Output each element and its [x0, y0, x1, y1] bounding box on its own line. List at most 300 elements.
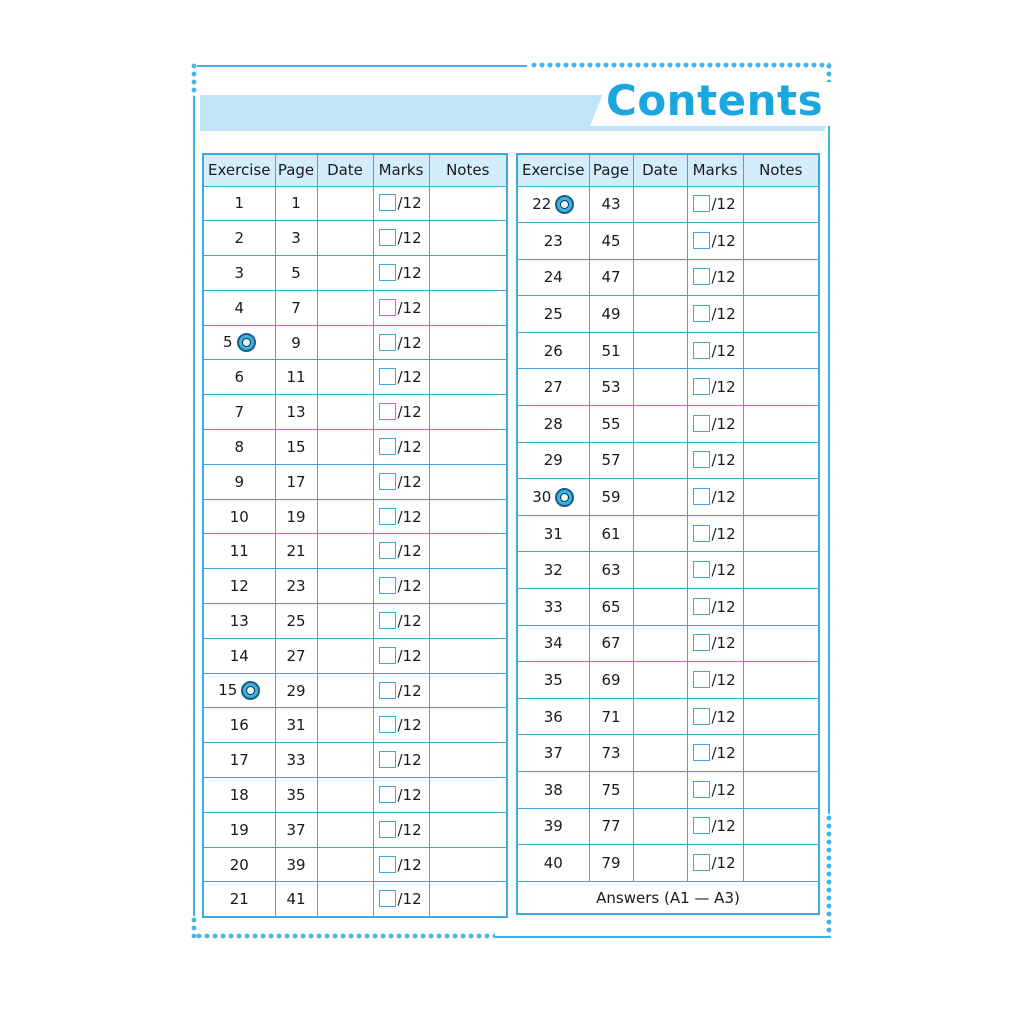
date-cell[interactable] — [633, 772, 687, 809]
exercise-cell — [203, 221, 275, 256]
marks-cell — [687, 698, 743, 735]
date-cell[interactable] — [317, 534, 373, 569]
table-row — [517, 186, 819, 223]
marks-total: /12 — [397, 472, 422, 491]
exercise-cell — [517, 259, 589, 296]
exercise-number: 27 — [543, 378, 563, 397]
marks-total: /12 — [397, 890, 422, 909]
date-cell[interactable] — [633, 296, 687, 333]
date-cell[interactable] — [633, 625, 687, 662]
marks-cell — [687, 369, 743, 406]
table-row — [517, 552, 819, 589]
date-cell[interactable] — [317, 290, 373, 325]
exercise-cell — [517, 552, 589, 589]
exercise-cell — [203, 604, 275, 639]
exercise-number: 3 — [234, 263, 245, 282]
marks-checkbox[interactable] — [693, 268, 710, 285]
marks-total: /12 — [711, 780, 736, 799]
exercise-number: 24 — [543, 268, 563, 287]
date-cell[interactable] — [633, 515, 687, 552]
marks-total: /12 — [711, 853, 736, 872]
marks-cell — [373, 882, 429, 917]
exercise-number: 32 — [543, 561, 563, 580]
test-badge-icon — [237, 333, 256, 352]
notes-cell[interactable] — [429, 604, 507, 639]
exercise-number: 26 — [543, 341, 563, 360]
exercise-cell — [517, 186, 589, 223]
exercise-cell — [203, 812, 275, 847]
frame-right-dots-bottom — [826, 814, 832, 938]
exercise-number: 12 — [229, 577, 249, 596]
marks-checkbox[interactable] — [379, 786, 396, 803]
marks-checkbox[interactable] — [379, 542, 396, 559]
date-cell[interactable] — [317, 708, 373, 743]
marks-cell — [373, 256, 429, 291]
notes-cell[interactable] — [743, 515, 819, 552]
table-row — [517, 259, 819, 296]
marks-cell — [687, 259, 743, 296]
exercise-cell — [203, 778, 275, 813]
marks-checkbox[interactable] — [379, 299, 396, 316]
table-row — [517, 845, 819, 882]
exercise-cell — [203, 847, 275, 882]
date-cell[interactable] — [633, 186, 687, 223]
table-row — [517, 808, 819, 845]
marks-total: /12 — [397, 229, 422, 248]
marks-total: /12 — [711, 195, 736, 214]
page-number: 69 — [589, 662, 633, 699]
notes-cell[interactable] — [743, 552, 819, 589]
marks-cell — [687, 479, 743, 516]
date-cell[interactable] — [633, 369, 687, 406]
exercise-cell — [517, 515, 589, 552]
marks-checkbox[interactable] — [693, 488, 710, 505]
marks-checkbox[interactable] — [693, 671, 710, 688]
marks-checkbox[interactable] — [693, 854, 710, 871]
notes-cell[interactable] — [429, 673, 507, 708]
exercise-number: 23 — [543, 231, 563, 250]
exercise-number: 34 — [543, 634, 563, 653]
marks-cell — [687, 223, 743, 260]
date-cell[interactable] — [633, 259, 687, 296]
exercise-cell — [517, 223, 589, 260]
notes-cell[interactable] — [743, 186, 819, 223]
notes-cell[interactable] — [743, 406, 819, 443]
page-number: 3 — [275, 221, 317, 256]
date-cell[interactable] — [317, 395, 373, 430]
date-cell[interactable] — [633, 332, 687, 369]
notes-cell[interactable] — [429, 638, 507, 673]
exercise-cell — [517, 808, 589, 845]
page-number: 45 — [589, 223, 633, 260]
notes-cell[interactable] — [429, 534, 507, 569]
date-cell[interactable] — [317, 743, 373, 778]
exercise-number: 21 — [229, 890, 249, 909]
date-cell[interactable] — [317, 221, 373, 256]
notes-cell[interactable] — [429, 360, 507, 395]
date-cell[interactable] — [633, 735, 687, 772]
marks-checkbox[interactable] — [379, 334, 396, 351]
date-cell[interactable] — [633, 698, 687, 735]
table-row — [203, 604, 507, 639]
marks-cell — [373, 604, 429, 639]
marks-checkbox[interactable] — [693, 598, 710, 615]
page-number: 11 — [275, 360, 317, 395]
marks-checkbox[interactable] — [379, 229, 396, 246]
answers-label: Answers (A1 — A3) — [517, 881, 819, 914]
notes-cell[interactable] — [429, 743, 507, 778]
notes-cell[interactable] — [743, 296, 819, 333]
notes-cell[interactable] — [743, 259, 819, 296]
date-cell[interactable] — [317, 812, 373, 847]
marks-checkbox[interactable] — [693, 561, 710, 578]
marks-total: /12 — [397, 437, 422, 456]
date-cell[interactable] — [317, 430, 373, 465]
marks-checkbox[interactable] — [379, 890, 396, 907]
marks-cell — [373, 186, 429, 221]
exercise-number: 35 — [543, 671, 563, 690]
marks-cell — [373, 395, 429, 430]
notes-cell[interactable] — [743, 662, 819, 699]
marks-cell — [373, 569, 429, 604]
table-row — [203, 499, 507, 534]
table-row — [517, 369, 819, 406]
marks-total: /12 — [397, 751, 422, 770]
table-row — [517, 479, 819, 516]
marks-checkbox[interactable] — [379, 403, 396, 420]
date-cell[interactable] — [317, 464, 373, 499]
notes-cell[interactable] — [743, 479, 819, 516]
notes-cell[interactable] — [743, 808, 819, 845]
exercise-cell — [203, 882, 275, 917]
date-cell[interactable] — [633, 479, 687, 516]
exercise-number: 15 — [218, 681, 238, 700]
date-cell[interactable] — [317, 360, 373, 395]
marks-checkbox[interactable] — [693, 817, 710, 834]
notes-cell[interactable] — [429, 499, 507, 534]
marks-total: /12 — [711, 597, 736, 616]
header-marks: Marks — [373, 154, 429, 186]
header-date: Date — [317, 154, 373, 186]
marks-checkbox[interactable] — [379, 647, 396, 664]
page-number: 37 — [275, 812, 317, 847]
exercise-number: 20 — [229, 855, 249, 874]
marks-cell — [373, 430, 429, 465]
marks-cell — [373, 499, 429, 534]
page-number: 31 — [275, 708, 317, 743]
marks-cell — [373, 812, 429, 847]
notes-cell[interactable] — [429, 221, 507, 256]
marks-checkbox[interactable] — [693, 634, 710, 651]
frame-left-dots — [191, 62, 197, 96]
date-cell[interactable] — [317, 778, 373, 813]
marks-checkbox[interactable] — [693, 342, 710, 359]
date-cell[interactable] — [317, 186, 373, 221]
marks-checkbox[interactable] — [379, 577, 396, 594]
exercise-cell — [517, 332, 589, 369]
exercise-number: 36 — [543, 707, 563, 726]
exercise-cell — [517, 772, 589, 809]
notes-cell[interactable] — [743, 735, 819, 772]
date-cell[interactable] — [633, 552, 687, 589]
marks-checkbox[interactable] — [379, 508, 396, 525]
table-row — [517, 698, 819, 735]
exercise-cell — [203, 186, 275, 221]
notes-cell[interactable] — [743, 698, 819, 735]
date-cell[interactable] — [633, 845, 687, 882]
notes-cell[interactable] — [429, 395, 507, 430]
marks-checkbox[interactable] — [693, 781, 710, 798]
exercise-cell — [203, 290, 275, 325]
marks-total: /12 — [397, 403, 422, 422]
header-page: Page — [589, 154, 633, 186]
table-row — [517, 662, 819, 699]
notes-cell[interactable] — [429, 847, 507, 882]
table-row — [517, 515, 819, 552]
marks-cell — [687, 662, 743, 699]
exercise-cell — [517, 479, 589, 516]
marks-total: /12 — [397, 855, 422, 874]
test-badge-icon — [241, 681, 260, 700]
page-number: 9 — [275, 325, 317, 360]
exercise-number: 4 — [234, 298, 245, 317]
marks-checkbox[interactable] — [693, 378, 710, 395]
exercise-cell — [203, 708, 275, 743]
marks-checkbox[interactable] — [379, 438, 396, 455]
exercise-number: 40 — [543, 853, 563, 872]
exercise-cell — [203, 360, 275, 395]
notes-cell[interactable] — [743, 589, 819, 626]
date-cell[interactable] — [317, 256, 373, 291]
table-row — [203, 290, 507, 325]
exercise-number: 31 — [543, 524, 563, 543]
date-cell[interactable] — [633, 406, 687, 443]
marks-cell — [687, 772, 743, 809]
marks-checkbox[interactable] — [379, 751, 396, 768]
date-cell[interactable] — [633, 223, 687, 260]
exercise-cell — [517, 369, 589, 406]
marks-cell — [687, 186, 743, 223]
page-number: 59 — [589, 479, 633, 516]
page-number: 13 — [275, 395, 317, 430]
exercise-number: 25 — [543, 305, 563, 324]
exercise-cell — [517, 625, 589, 662]
exercise-number: 7 — [234, 403, 245, 422]
table-row — [203, 673, 507, 708]
marks-checkbox[interactable] — [379, 716, 396, 733]
exercise-number: 13 — [229, 611, 249, 630]
marks-cell — [373, 778, 429, 813]
marks-total: /12 — [397, 611, 422, 630]
exercise-number: 6 — [234, 368, 245, 387]
marks-checkbox[interactable] — [693, 708, 710, 725]
marks-cell — [687, 296, 743, 333]
date-cell[interactable] — [317, 882, 373, 917]
page-number: 57 — [589, 442, 633, 479]
table-row — [517, 332, 819, 369]
table-row — [517, 735, 819, 772]
contents-table-left — [202, 153, 508, 918]
marks-total: /12 — [711, 634, 736, 653]
page-number: 47 — [589, 259, 633, 296]
marks-total: /12 — [397, 577, 422, 596]
marks-checkbox[interactable] — [693, 195, 710, 212]
notes-cell[interactable] — [743, 223, 819, 260]
notes-cell[interactable] — [429, 464, 507, 499]
exercise-cell — [517, 296, 589, 333]
notes-cell[interactable] — [743, 772, 819, 809]
notes-cell[interactable] — [429, 882, 507, 917]
marks-checkbox[interactable] — [379, 821, 396, 838]
exercise-number: 22 — [532, 194, 552, 213]
exercise-number: 8 — [234, 437, 245, 456]
page-number: 77 — [589, 808, 633, 845]
marks-cell — [373, 673, 429, 708]
page-number: 1 — [275, 186, 317, 221]
marks-checkbox[interactable] — [379, 264, 396, 281]
exercise-number: 17 — [229, 751, 249, 770]
marks-checkbox[interactable] — [379, 856, 396, 873]
exercise-number: 5 — [222, 333, 233, 352]
date-cell[interactable] — [317, 673, 373, 708]
notes-cell[interactable] — [743, 625, 819, 662]
marks-cell — [687, 808, 743, 845]
frame-bottom-line — [495, 936, 828, 938]
marks-checkbox[interactable] — [379, 682, 396, 699]
date-cell[interactable] — [633, 662, 687, 699]
exercise-number: 38 — [543, 780, 563, 799]
exercise-cell — [203, 534, 275, 569]
table-row — [203, 638, 507, 673]
table-row — [517, 223, 819, 260]
exercise-cell — [517, 698, 589, 735]
exercise-number: 30 — [532, 487, 552, 506]
table-row — [203, 395, 507, 430]
exercise-cell — [517, 662, 589, 699]
marks-total: /12 — [711, 817, 736, 836]
marks-checkbox[interactable] — [379, 473, 396, 490]
table-row — [203, 778, 507, 813]
marks-checkbox[interactable] — [693, 305, 710, 322]
table-row — [517, 442, 819, 479]
page-number: 17 — [275, 464, 317, 499]
marks-total: /12 — [397, 194, 422, 213]
notes-cell[interactable] — [743, 369, 819, 406]
marks-total: /12 — [711, 488, 736, 507]
exercise-number: 11 — [229, 542, 249, 561]
marks-total: /12 — [397, 368, 422, 387]
notes-cell[interactable] — [429, 256, 507, 291]
table-row — [517, 589, 819, 626]
table-row — [203, 743, 507, 778]
notes-cell[interactable] — [429, 186, 507, 221]
marks-total: /12 — [397, 716, 422, 735]
exercise-number: 19 — [229, 820, 249, 839]
exercise-number: 39 — [543, 817, 563, 836]
notes-cell[interactable] — [743, 442, 819, 479]
marks-checkbox[interactable] — [693, 415, 710, 432]
marks-checkbox[interactable] — [379, 612, 396, 629]
date-cell[interactable] — [317, 604, 373, 639]
test-badge-icon — [555, 488, 574, 507]
marks-cell — [687, 442, 743, 479]
marks-total: /12 — [711, 671, 736, 690]
notes-cell[interactable] — [429, 325, 507, 360]
marks-checkbox[interactable] — [693, 232, 710, 249]
date-cell[interactable] — [317, 847, 373, 882]
marks-total: /12 — [711, 305, 736, 324]
exercise-number: 1 — [234, 194, 245, 213]
table-row — [203, 882, 507, 917]
notes-cell[interactable] — [429, 778, 507, 813]
page-number: 27 — [275, 638, 317, 673]
marks-total: /12 — [397, 785, 422, 804]
date-cell[interactable] — [317, 325, 373, 360]
date-cell[interactable] — [317, 638, 373, 673]
page-number: 67 — [589, 625, 633, 662]
marks-checkbox[interactable] — [693, 451, 710, 468]
notes-cell[interactable] — [429, 812, 507, 847]
date-cell[interactable] — [633, 589, 687, 626]
table-header-row — [517, 154, 819, 186]
notes-cell[interactable] — [743, 845, 819, 882]
notes-cell[interactable] — [429, 290, 507, 325]
page-title: Contents — [606, 76, 824, 125]
marks-cell — [687, 332, 743, 369]
page-number: 21 — [275, 534, 317, 569]
table-row — [203, 569, 507, 604]
table-row — [203, 534, 507, 569]
marks-checkbox[interactable] — [379, 368, 396, 385]
page-number: 39 — [275, 847, 317, 882]
table-row — [203, 256, 507, 291]
marks-cell — [687, 589, 743, 626]
page-number: 7 — [275, 290, 317, 325]
table-row — [517, 772, 819, 809]
marks-total: /12 — [711, 268, 736, 287]
date-cell[interactable] — [317, 499, 373, 534]
page-number: 29 — [275, 673, 317, 708]
marks-total: /12 — [397, 263, 422, 282]
marks-checkbox[interactable] — [693, 525, 710, 542]
date-cell[interactable] — [317, 569, 373, 604]
marks-total: /12 — [397, 298, 422, 317]
exercise-cell — [203, 395, 275, 430]
page-number: 41 — [275, 882, 317, 917]
marks-checkbox[interactable] — [693, 744, 710, 761]
page-number: 53 — [589, 369, 633, 406]
date-cell[interactable] — [633, 442, 687, 479]
marks-cell — [373, 290, 429, 325]
table-row — [517, 296, 819, 333]
table-row — [203, 847, 507, 882]
notes-cell[interactable] — [429, 430, 507, 465]
marks-checkbox[interactable] — [379, 194, 396, 211]
date-cell[interactable] — [633, 808, 687, 845]
marks-cell — [373, 847, 429, 882]
notes-cell[interactable] — [743, 332, 819, 369]
marks-cell — [687, 552, 743, 589]
marks-total: /12 — [711, 341, 736, 360]
notes-cell[interactable] — [429, 569, 507, 604]
marks-cell — [373, 708, 429, 743]
page-number: 63 — [589, 552, 633, 589]
marks-cell — [373, 360, 429, 395]
page-number: 79 — [589, 845, 633, 882]
marks-total: /12 — [711, 451, 736, 470]
page-number: 5 — [275, 256, 317, 291]
notes-cell[interactable] — [429, 708, 507, 743]
